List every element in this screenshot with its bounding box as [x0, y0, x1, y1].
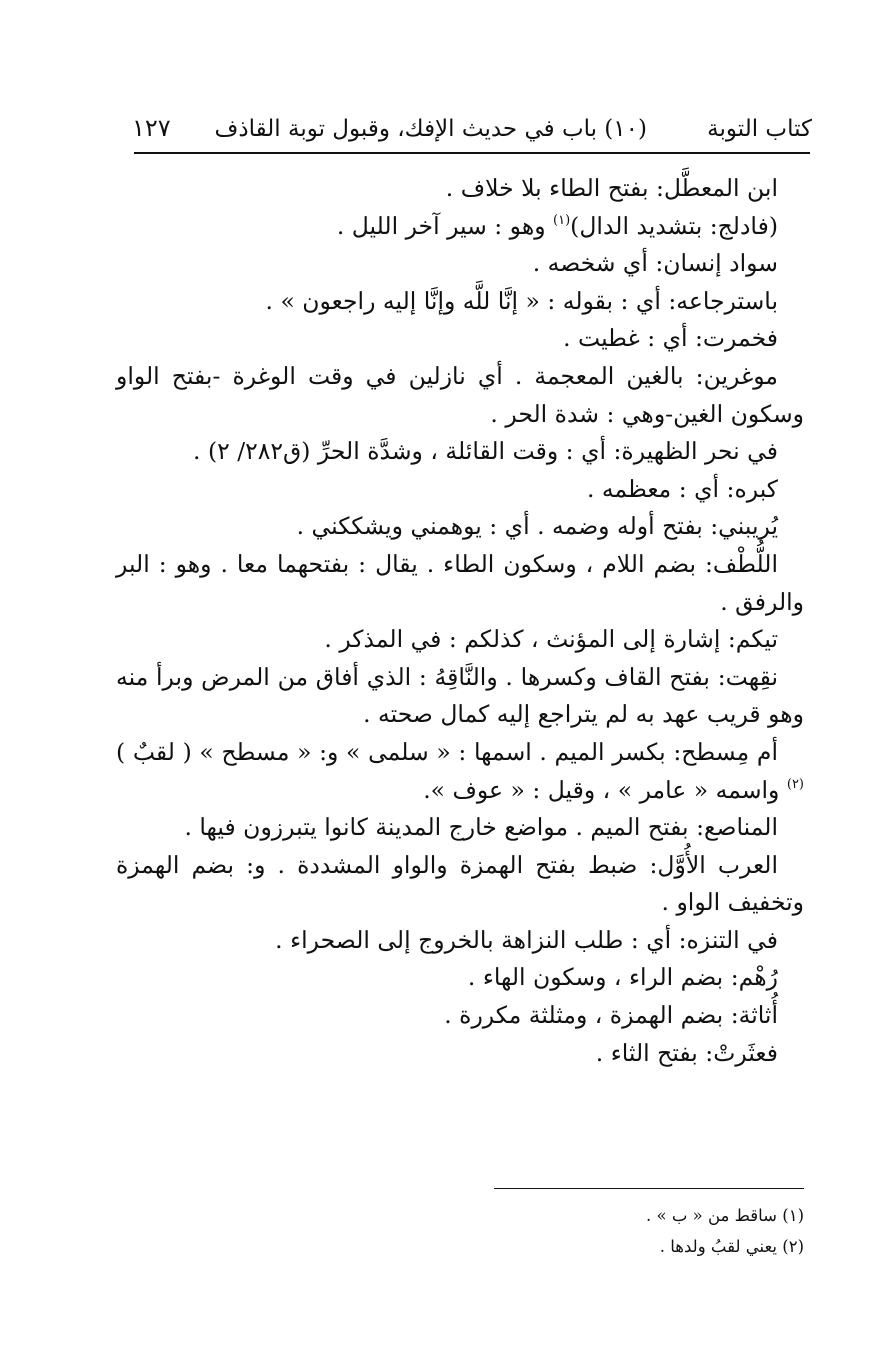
- glossary-entry: [116, 959, 804, 997]
- glossary-entry: [116, 170, 804, 208]
- page-number: ١٢٧: [132, 114, 171, 142]
- glossary-entry: [116, 320, 804, 358]
- glossary-definition: : بضم اللام ، وسكون الطاء . يقال : بفتحهما معا . وهو : البر والرفق .: [116, 549, 804, 616]
- glossary-term: أُثاثة: [738, 1001, 778, 1030]
- footnote-separator: [494, 1188, 804, 1189]
- glossary-term: فعثَرتْ: [713, 1038, 778, 1067]
- glossary-term: سواد إنسان: [663, 249, 778, 278]
- glossary-definition: : أي : بقوله : « إنَّا للَّه وإنَّا إليه راجعون » .: [265, 286, 677, 315]
- glossary-entry: [116, 283, 804, 321]
- glossary-entry: [116, 358, 804, 433]
- glossary-term: المناصع: [704, 813, 778, 842]
- glossary-term: ابن المعطَّل: [663, 174, 778, 202]
- glossary-term: نقِهت: [725, 662, 778, 691]
- glossary-definition: : بفتح القاف وكسرها . والنَّاقِهُ : الذي أفاق من المرض وبرأ منه وهو قريب عهد به لم يتراجع إليه كمال صحته .: [116, 662, 804, 729]
- glossary-entry: [116, 809, 804, 847]
- glossary-definition: : أي : وقت القائلة ، وشدَّة الحرِّ (ق٢٨٢/ ٢) .: [193, 437, 622, 466]
- glossary-definition: : أي : غطيت .: [563, 324, 703, 353]
- glossary-definition: : ضبط بفتح الهمزة والواو المشددة . و: بضم الهمزة وتخفيف الواو .: [116, 850, 804, 917]
- glossary-entry: [116, 508, 804, 546]
- glossary-entry: [116, 546, 804, 621]
- glossary-definition: : بفتح الميم . مواضع خارج المدينة كانوا يتبرزون فيها .: [184, 813, 704, 842]
- footnote-marker: (١): [553, 212, 571, 228]
- glossary-body: [116, 170, 804, 1072]
- glossary-term: (فادلج: [717, 211, 778, 240]
- glossary-definition: : بفتح أوله وضمه . أي : يوهمني ويشككني .: [296, 512, 719, 541]
- glossary-term: في التنزه: [686, 925, 778, 954]
- glossary-definition: : أي شخصه .: [532, 249, 664, 278]
- chapter-title: (١٠) باب في حديث الإفك، وقبول توبة القاذف: [214, 116, 647, 142]
- book-title: كتاب التوبة: [707, 116, 812, 142]
- glossary-definition: : أي : طلب النزاهة بالخروج إلى الصحراء .: [275, 925, 687, 954]
- glossary-definition: : بفتح الثاء .: [595, 1038, 714, 1067]
- glossary-term: فخمرت: [702, 324, 778, 353]
- footnote-marker: (٢): [786, 776, 804, 792]
- glossary-term: يُريبني: [718, 512, 778, 541]
- glossary-definition: : بفتح الطاء بلا خلاف .: [445, 174, 664, 202]
- glossary-entry: [116, 847, 804, 922]
- footnote: (١) ساقط من « ب » .: [646, 1206, 804, 1225]
- glossary-term: اللُّطْف: [712, 549, 778, 578]
- footnotes: [304, 1200, 804, 1262]
- running-header: [132, 114, 812, 154]
- glossary-definition-continued: وهو : سير آخر الليل .: [336, 211, 554, 240]
- glossary-term: أم مِسطح: [681, 737, 778, 766]
- glossary-entry: [116, 433, 804, 471]
- glossary-term: تيكم: [735, 625, 778, 654]
- glossary-entry: [116, 1035, 804, 1073]
- glossary-definition: : بكسر الميم . اسمها : « سلمى » و: « مسطح » ( لقبٌ ): [116, 737, 682, 766]
- glossary-definition: : بضم الهمزة ، ومثلثة مكررة .: [444, 1001, 739, 1030]
- glossary-definition: : بالغين المعجمة . أي نازلين في وقت الوغرة -بفتح الواو وسكون الغين-وهي : شدة الحر .: [116, 361, 804, 428]
- footnote: (٢) يعني لقبُ ولدها .: [659, 1237, 804, 1256]
- glossary-entry: [116, 659, 804, 734]
- glossary-definition: : إشارة إلى المؤنث ، كذلكم : في المذكر .: [324, 625, 736, 654]
- glossary-definition-continued: واسمه « عامر » ، وقيل : « عوف ».: [423, 775, 787, 804]
- glossary-term: باسترجاعه: [676, 286, 778, 315]
- glossary-term: كبره: [734, 474, 778, 503]
- glossary-entry: [116, 208, 804, 246]
- glossary-term: رُهْم: [738, 963, 778, 992]
- glossary-entry: [116, 997, 804, 1035]
- glossary-entry: [116, 245, 804, 283]
- glossary-entry: [116, 734, 804, 809]
- header-rule: [134, 152, 810, 154]
- glossary-entry: [116, 471, 804, 509]
- glossary-definition: : بضم الراء ، وسكون الهاء .: [467, 963, 739, 992]
- glossary-definition: : بتشديد الدال): [570, 211, 718, 240]
- glossary-term: موغرين: [703, 361, 778, 390]
- glossary-entry: [116, 621, 804, 659]
- glossary-term: في نحر الظهيرة: [621, 437, 778, 466]
- glossary-entry: [116, 922, 804, 960]
- glossary-definition: : أي : معظمه .: [586, 474, 735, 503]
- glossary-term: العرب الأُوَّل: [657, 850, 778, 879]
